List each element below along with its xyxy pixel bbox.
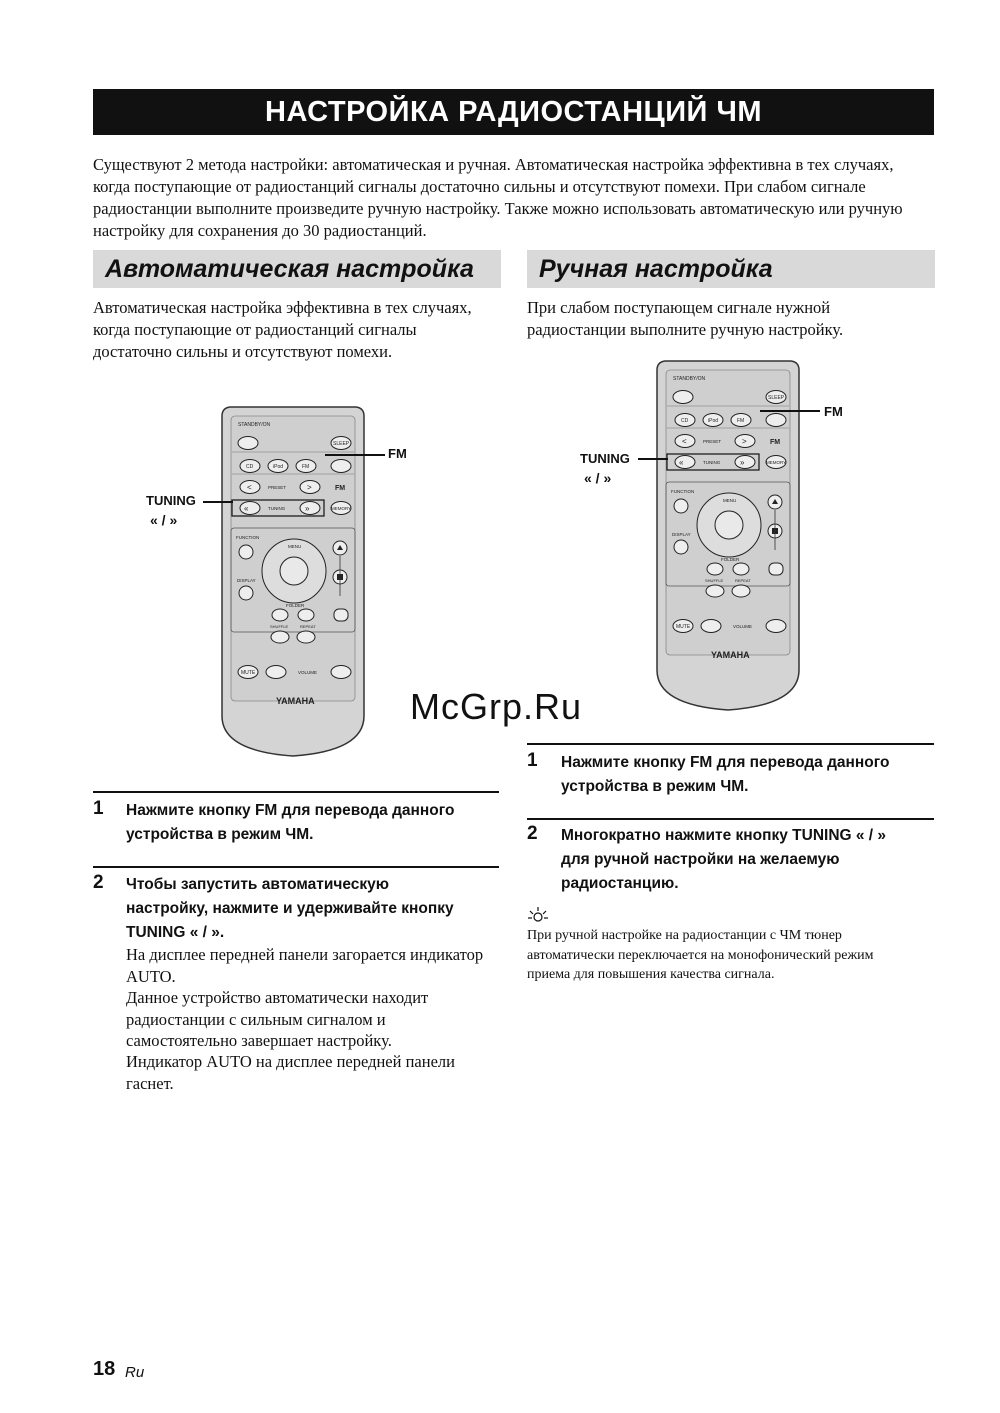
remote-label-ipod: iPod (273, 464, 284, 470)
remote-label-brand: YAMAHA (711, 650, 750, 660)
tip-lightbulb-icon (527, 905, 549, 927)
manual-step1-rule (527, 743, 934, 745)
manual-step2-rule (527, 818, 934, 820)
manual-fm-callout: FM (824, 404, 843, 419)
auto-tuning-leader-line (203, 501, 233, 503)
remote-label-repeat: REPEAT (735, 578, 751, 583)
manual-step1-number: 1 (527, 750, 538, 771)
remote-label-shuffle: SHUFFLE (705, 578, 724, 583)
remote-label-repeat: REPEAT (300, 624, 316, 629)
page-number: 18 (93, 1358, 116, 1380)
remote-label-function: FUNCTION (671, 489, 695, 494)
remote-label-folder: FOLDER (721, 557, 740, 562)
auto-step2-number: 2 (93, 872, 104, 893)
manual-tuning-callout: TUNING (580, 451, 630, 466)
manual-tuning-symbols: « / » (584, 470, 612, 486)
auto-fm-leader-line (325, 454, 385, 456)
remote-label-standby: STANDBY/ON (238, 422, 271, 428)
manual-step2-number: 2 (527, 823, 538, 844)
remote-label-tuning: TUNING (703, 460, 721, 465)
manual-step1-text: Нажмите кнопку FM для перевода данного устройства в режим ЧМ. (561, 754, 890, 795)
remote-label-memory: MEMORY (766, 460, 787, 465)
remote-label-volume: VOLUME (298, 670, 318, 675)
remote-label-cd: CD (681, 418, 689, 424)
manual-section-heading: Ручная настройка (527, 250, 935, 288)
intro-paragraph: Существуют 2 метода настройки: автоматическая и ручная. Автоматическая настройка эффективна в тех случаях, когда поступающие от радиостанций сигналы достаточно сильны и отсутствуют помехи. При слабом сигнале радиостанции выполните произведите ручную настройку. Также можно использовать автоматическую или ручную настройку для сохранения до 30 радиостанций. (93, 155, 903, 240)
remote-illustration-manual (653, 360, 805, 716)
manual-fm-leader-line (760, 410, 820, 412)
remote-label-brand: YAMAHA (276, 696, 315, 706)
remote-label-fm-side: FM (335, 485, 346, 492)
auto-fm-callout: FM (388, 446, 407, 461)
remote-label-standby: STANDBY/ON (673, 376, 706, 382)
auto-description: Автоматическая настройка эффективна в тех случаях, когда поступающие от радиостанций сигналы достаточно сильны и отсутствуют помехи. (93, 298, 472, 361)
remote-label-sleep: SLEEP (333, 441, 350, 447)
auto-step2-rule (93, 866, 499, 868)
auto-step2-detail-2: Данное устройство автоматически находит радиостанции с сильным сигналом и самостоятельно завершает настройку. (126, 988, 429, 1050)
auto-step1-rule (93, 791, 499, 793)
remote-label-tuning: TUNING (268, 506, 286, 511)
watermark-text: McGrp.Ru (410, 686, 583, 727)
remote-label-volume: VOLUME (733, 624, 753, 629)
remote-label-sleep: SLEEP (768, 395, 785, 401)
auto-step2-detail-1: На дисплее передней панели загорается индикатор AUTO. (126, 945, 484, 986)
remote-label-mute: MUTE (676, 624, 691, 630)
remote-label-cd: CD (246, 464, 254, 470)
remote-label-display: DISPLAY (672, 532, 691, 537)
manual-tuning-leader-line (638, 458, 668, 460)
remote-label-function: FUNCTION (236, 535, 260, 540)
remote-label-mute: MUTE (241, 670, 256, 676)
remote-label-folder: FOLDER (286, 603, 305, 608)
remote-label-menu: MENU (723, 498, 737, 503)
auto-step1-number: 1 (93, 798, 104, 819)
remote-label-memory: MEMORY (331, 506, 352, 511)
remote-label-fm-side: FM (770, 439, 781, 446)
remote-label-preset: PRESET (703, 439, 722, 444)
page-title: НАСТРОЙКА РАДИОСТАНЦИЙ ЧМ (93, 89, 934, 135)
remote-label-ipod: iPod (708, 418, 719, 424)
manual-step2-text: Многократно нажмите кнопку TUNING « / » для ручной настройки на желаемую радиостанцию. (561, 827, 887, 892)
remote-illustration-auto (218, 406, 370, 762)
auto-tuning-callout: TUNING (146, 493, 196, 508)
remote-label-shuffle: SHUFFLE (270, 624, 289, 629)
page-language: Ru (125, 1364, 145, 1381)
remote-label-menu: MENU (288, 544, 302, 549)
manual-note-text: При ручной настройке на радиостанции с ЧМ тюнер автоматически переключается на монофонический режим приема для повышения качества сигнала. (527, 928, 874, 982)
auto-step1-text: Нажмите кнопку FM для перевода данного устройства в режим ЧМ. (126, 802, 455, 843)
remote-label-preset: PRESET (268, 485, 287, 490)
remote-label-display: DISPLAY (237, 578, 256, 583)
auto-step2-detail-3: Индикатор AUTO на дисплее передней панели гаснет. (126, 1052, 455, 1093)
auto-step2-text: Чтобы запустить автоматическую настройку, нажмите и удерживайте кнопку TUNING « / ». (126, 876, 454, 941)
auto-section-heading: Автоматическая настройка (93, 250, 501, 288)
manual-description: При слабом поступающем сигнале нужной радиостанции выполните ручную настройку. (527, 298, 844, 339)
remote-label-fm: FM (737, 418, 745, 424)
auto-tuning-symbols: « / » (150, 512, 178, 528)
remote-label-fm: FM (302, 464, 310, 470)
